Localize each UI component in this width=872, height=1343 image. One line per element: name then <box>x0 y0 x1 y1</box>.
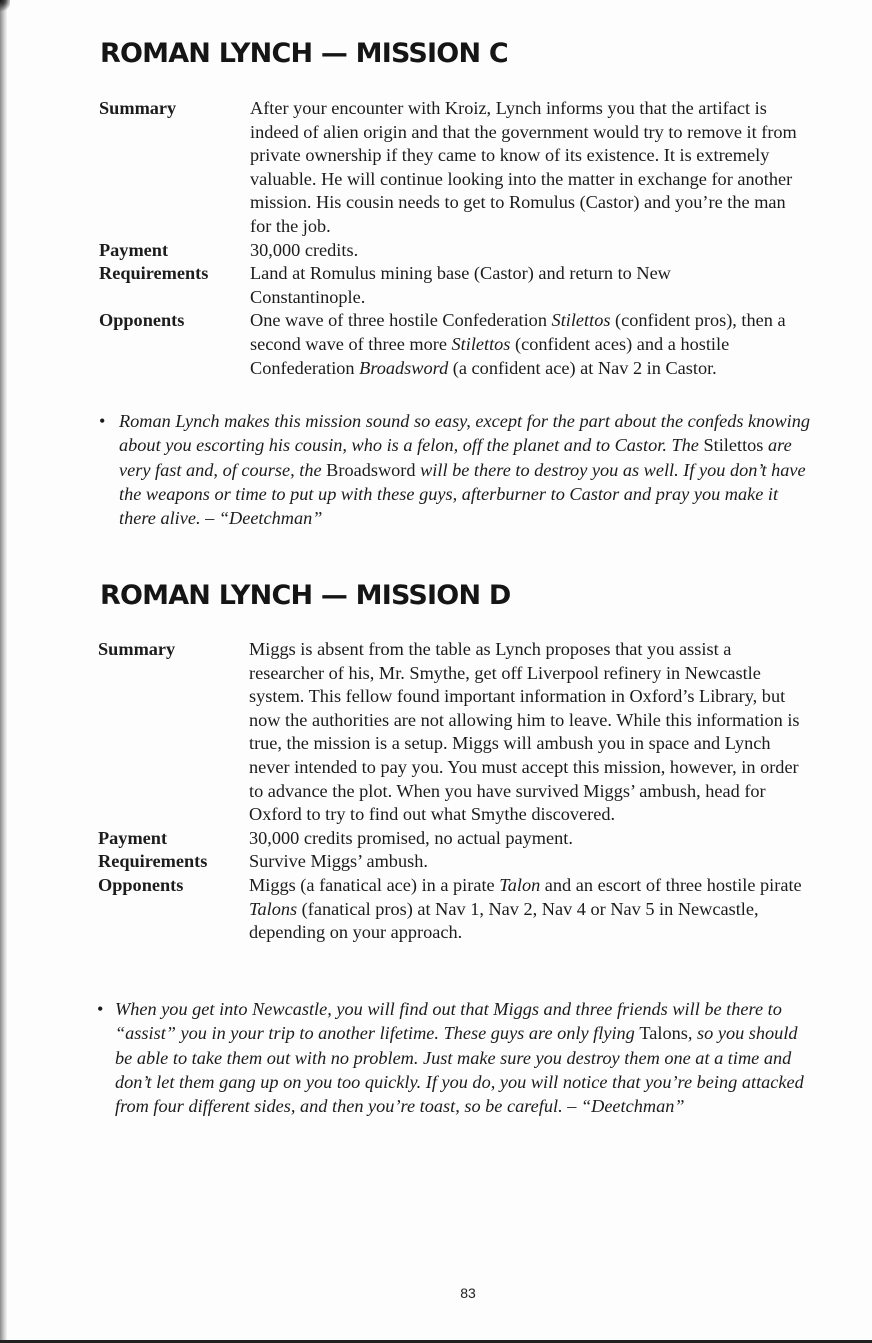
mission-c-details <box>99 97 819 380</box>
mission-d-opponents <box>98 874 818 945</box>
ship-name-stilettos: Stilettos <box>451 333 511 354</box>
opponents-text-part: and an escort of three hostile pirate <box>540 874 802 895</box>
requirements-label: Requirements <box>99 263 209 284</box>
opponents-text-part: (a confident ace) at Nav 2 in Castor. <box>448 357 717 378</box>
opponents-text-part: (confident aces) and a hostile Confederation <box>250 333 730 378</box>
ship-name-talons: Talons <box>639 1023 688 1044</box>
summary-text: Miggs is absent from the table as Lynch proposes that you assist a researcher of his, Mr. Smythe, get off Liverpool refinery in Newcastle system. This fellow found important information in Oxford’s Library, but now the authorities are not allowing him to leave. While this information is true, the mission is a setup. Miggs will ambush you in space and Lynch never intended to pay you. You must accept this mission, however, in order to advance the plot. When you have survived Miggs’ ambush, head for Oxford to try to find out what Smythe discovered. <box>249 639 800 825</box>
mission-d-details <box>98 638 818 945</box>
tip-text-part: When you get into Newcastle, you will find out that Miggs and three friends will be there to “assist” you in your trip to another lifetime. These guys are only flying <box>115 999 782 1044</box>
mission-c-payment <box>99 239 819 263</box>
tip-text-part: Roman Lynch makes this mission sound so easy, except for the part about the confeds knowing about you escorting his cousin, who is a felon, off the planet and to Castor. The <box>119 411 811 456</box>
opponents-text <box>249 874 818 945</box>
summary-label: Summary <box>98 639 176 659</box>
opponents-text-part: (fanatical pros) at Nav 1, Nav 2, Nav 4 or Nav 5 in Newcastle, depending on your approach. <box>249 898 759 943</box>
ship-name-talons: Talons <box>249 898 298 919</box>
mission-d-payment <box>98 827 818 851</box>
ship-name-broadsword: Broadsword <box>359 357 449 378</box>
summary-label: Summary <box>99 98 177 118</box>
tip-text <box>115 997 817 1118</box>
mission-c-tip <box>99 409 819 530</box>
requirements-text: Land at Romulus mining base (Castor) and return to New Constantinople. <box>250 263 671 307</box>
mission-d-requirements <box>98 850 818 874</box>
opponents-text-part: (confident pros), then a second wave of three more <box>250 310 786 354</box>
bullet-icon: • <box>97 999 104 1019</box>
payment-label: Payment <box>99 239 169 260</box>
tip-text-part: , so you should be able to take them out with no problem. Just make sure you destroy them one at a time and don’t let them gang up on you too quickly. If you do, you will notice that you’re being attacked from four different sides, and then you’re toast, so be careful. – “Deetchman” <box>115 1023 804 1117</box>
requirements-label: Requirements <box>98 851 208 872</box>
mission-d-summary <box>98 638 818 827</box>
opponents-text-part: Miggs (a fanatical ace) in a pirate <box>249 874 500 895</box>
tip-text <box>119 409 819 530</box>
mission-c-summary <box>99 97 819 239</box>
payment-label: Payment <box>98 827 168 848</box>
requirements-text: Survive Miggs’ ambush. <box>249 851 428 872</box>
mission-d-tip <box>97 997 817 1118</box>
payment-text: 30,000 credits. <box>250 239 359 260</box>
ship-name-talon: Talon <box>499 874 541 895</box>
ship-name-stilettos: Stilettos <box>551 310 611 331</box>
mission-c-opponents <box>99 309 819 380</box>
tip-text-part: are very fast and, of course, the <box>119 435 792 480</box>
bullet-icon: • <box>99 411 106 431</box>
mission-c-requirements <box>99 262 819 309</box>
mission-d-title: ROMAN LYNCH — MISSION D <box>100 580 511 611</box>
page-number: 83 <box>460 1285 476 1301</box>
opponents-label: Opponents <box>98 874 184 895</box>
opponents-text-part: One wave of three hostile Confederation <box>250 310 552 331</box>
ship-name-broadsword: Broadsword <box>326 459 416 480</box>
payment-text: 30,000 credits promised, no actual payment. <box>249 827 573 848</box>
opponents-text <box>250 309 819 380</box>
ship-name-stilettos: Stilettos <box>703 435 764 456</box>
mission-c-title: ROMAN LYNCH — MISSION C <box>100 38 508 69</box>
tip-text-part: will be there to destroy you as well. If you don’t have the weapons or time to put up with these guys, afterburner to Castor and pray you make it there alive. – “Deetchman” <box>119 459 806 529</box>
opponents-label: Opponents <box>99 310 185 331</box>
summary-text: After your encounter with Kroiz, Lynch informs you that the artifact is indeed of alien origin and that the government would try to remove it from private ownership if they came to know of its existence. It is extremely valuable. He will continue looking into the matter in exchange for another mission. His cousin needs to get to Romulus (Castor) and you’re the man for the job. <box>250 98 797 236</box>
